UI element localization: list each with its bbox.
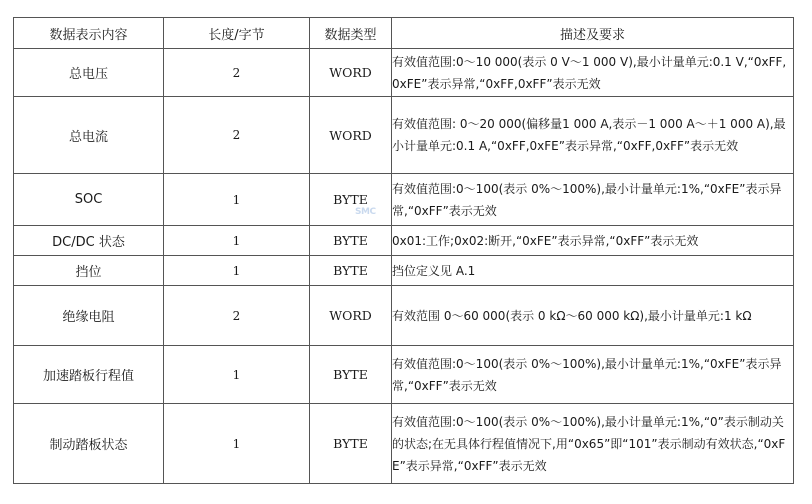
cell-name: 挡位	[14, 256, 164, 286]
table-row	[14, 49, 794, 97]
cell-description: 有效值范围:0～100(表示 0%～100%),最小计量单元:1%,“0xFE”表示异常,“0xFF”表示无效	[392, 174, 794, 226]
cell-type: WORD	[310, 97, 392, 174]
cell-description: 有效值范围:0～100(表示 0%～100%),最小计量单元:1%,“0xFE”表示异常,“0xFF”表示无效	[392, 346, 794, 404]
cell-length: 1	[164, 346, 310, 404]
header-length: 长度/字节	[164, 18, 310, 49]
table-row	[14, 404, 794, 484]
cell-type: BYTE	[310, 404, 392, 484]
cell-description: 有效值范围:0～100(表示 0%～100%),最小计量单元:1%,“0”表示制动关的状态;在无具体行程值情况下,用“0x65”即“101”表示制动有效状态,“0xFE”表示异常,“0xFF”表示无效	[392, 404, 794, 484]
table-row	[14, 174, 794, 226]
cell-name: 加速踏板行程值	[14, 346, 164, 404]
watermark-logo: SMC	[355, 207, 376, 217]
cell-length: 1	[164, 404, 310, 484]
cell-description: 挡位定义见 A.1	[392, 256, 794, 286]
cell-name: 总电压	[14, 49, 164, 97]
cell-type: WORD	[310, 286, 392, 346]
cell-length: 1	[164, 226, 310, 256]
data-spec-table	[13, 17, 794, 484]
table-row	[14, 226, 794, 256]
cell-length: 2	[164, 49, 310, 97]
cell-length: 2	[164, 286, 310, 346]
header-content: 数据表示内容	[14, 18, 164, 49]
cell-description: 有效值范围: 0～20 000(偏移量1 000 A,表示－1 000 A～＋1 000 A),最小计量单元:0.1 A,“0xFF,0xFE”表示异常,“0xFF,0xFF”表示无效	[392, 97, 794, 174]
cell-length: 1	[164, 174, 310, 226]
table-row	[14, 346, 794, 404]
cell-length: 1	[164, 256, 310, 286]
cell-name: 绝缘电阻	[14, 286, 164, 346]
table-row	[14, 286, 794, 346]
cell-type: BYTE	[310, 256, 392, 286]
cell-type: BYTE	[310, 346, 392, 404]
cell-name: SOC	[14, 174, 164, 226]
cell-length: 2	[164, 97, 310, 174]
table-row	[14, 256, 794, 286]
header-type: 数据类型	[310, 18, 392, 49]
cell-name: DC/DC 状态	[14, 226, 164, 256]
cell-name: 总电流	[14, 97, 164, 174]
cell-description: 0x01:工作;0x02:断开,“0xFE”表示异常,“0xFF”表示无效	[392, 226, 794, 256]
cell-type: WORD	[310, 49, 392, 97]
cell-type: BYTE	[310, 174, 392, 226]
table-header-row	[14, 18, 794, 49]
cell-type: BYTE	[310, 226, 392, 256]
cell-description: 有效值范围:0～10 000(表示 0 V～1 000 V),最小计量单元:0.1 V,“0xFF,0xFE”表示异常,“0xFF,0xFF”表示无效	[392, 49, 794, 97]
header-description: 描述及要求	[392, 18, 794, 49]
cell-name: 制动踏板状态	[14, 404, 164, 484]
table-row	[14, 97, 794, 174]
spec-table-container	[13, 17, 794, 484]
cell-description: 有效范围 0～60 000(表示 0 kΩ～60 000 kΩ),最小计量单元:1 kΩ	[392, 286, 794, 346]
